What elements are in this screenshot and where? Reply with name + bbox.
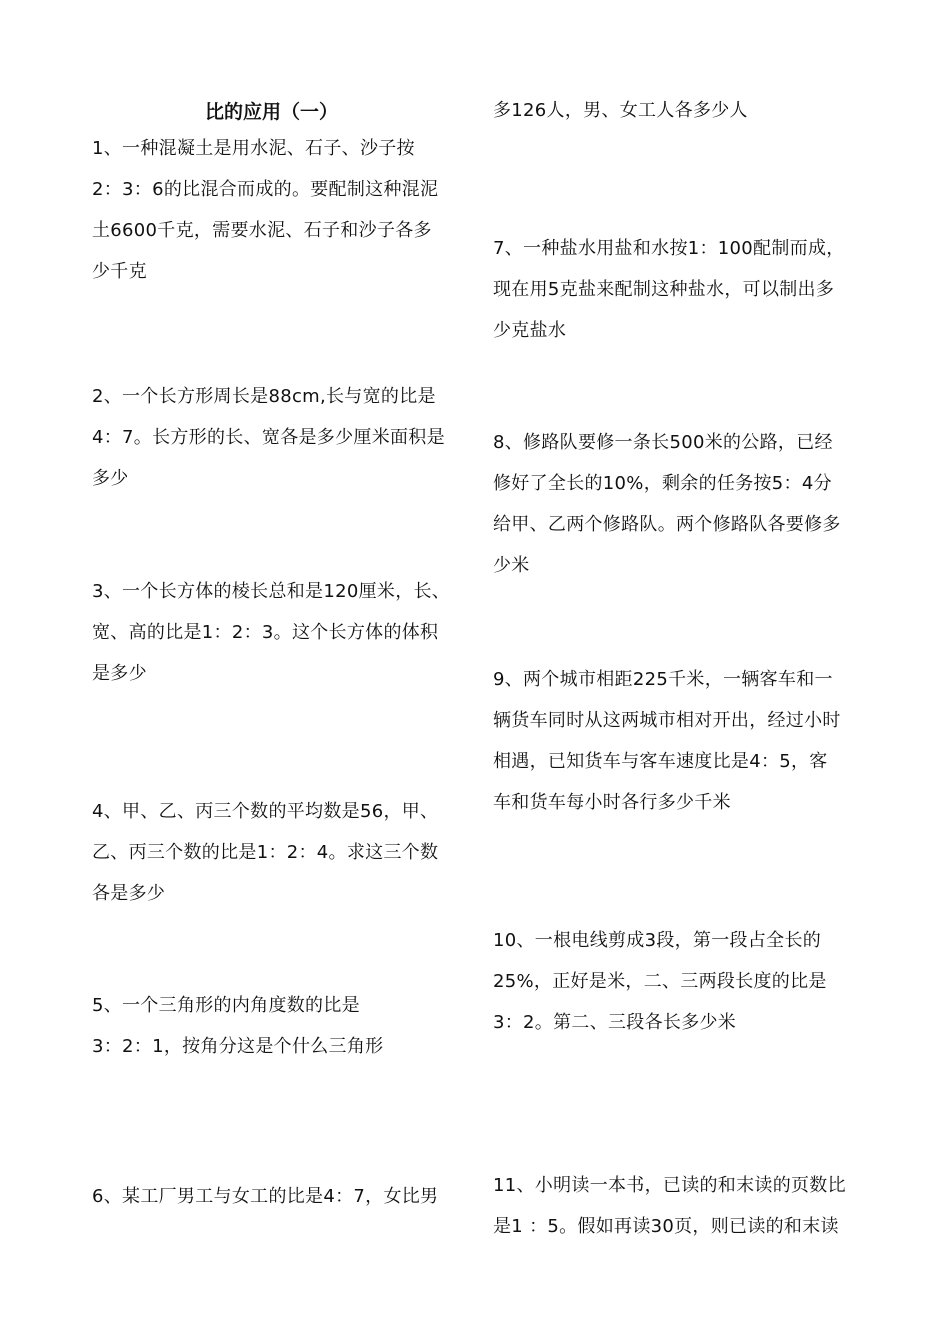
text-line: 少千克 [92, 261, 147, 282]
text-line: 4：7。长方形的长、宽各是多少厘米面积是 [92, 427, 445, 448]
text-line: 4、甲、乙、丙三个数的平均数是56，甲、 [92, 801, 439, 822]
text-line: 辆货车同时从这两城市相对开出，经过小时 [493, 710, 841, 731]
text-line: 9、两个城市相距225千米，一辆客车和一 [493, 669, 833, 690]
text-line: 1、一种混凝土是用水泥、石子、沙子按 [92, 138, 415, 159]
page-title: 比的应用（一） [205, 101, 339, 123]
text-line: 11、小明读一本书，已读的和末读的页数比 [493, 1175, 846, 1196]
text-line: 2：3：6的比混合而成的。要配制这种混泥 [92, 179, 439, 200]
text-line: 土6600千克，需要水泥、石子和沙子各多 [92, 220, 432, 241]
text-line: 3：2。第二、三段各长多少米 [493, 1012, 737, 1033]
text-line: 8、修路队要修一条长500米的公路，已经 [493, 432, 833, 453]
text-line: 多126人，男、女工人各多少人 [493, 100, 748, 121]
text-line: 相遇，已知货车与客车速度比是4：5，客 [493, 751, 828, 772]
text-line: 10、一根电线剪成3段，第一段占全长的 [493, 930, 822, 951]
text-line: 6、某工厂男工与女工的比是4：7，女比男 [92, 1186, 439, 1207]
text-line: 5、一个三角形的内角度数的比是 [92, 995, 360, 1016]
text-line: 车和货车每小时各行多少千米 [493, 792, 731, 813]
text-line: 是1 ：5。假如再读30页，则已读的和末读 [493, 1216, 839, 1237]
text-line: 多少 [92, 468, 129, 489]
text-line: 少克盐水 [493, 320, 567, 341]
text-line: 宽、高的比是1：2：3。这个长方体的体积 [92, 622, 439, 643]
text-line: 3、一个长方体的棱长总和是120厘米，长、 [92, 581, 451, 602]
text-line: 现在用5克盐来配制这种盐水，可以制出多 [493, 279, 835, 300]
text-line: 修好了全长的10%，剩余的任务按5：4分 [493, 473, 832, 494]
text-line: 是多少 [92, 663, 147, 684]
text-line: 7、一种盐水用盐和水按1：100配制而成， [493, 238, 845, 259]
text-line: 3：2：1，按角分这是个什么三角形 [92, 1036, 384, 1057]
text-line: 2、一个长方形周长是88cm,长与宽的比是 [92, 386, 436, 407]
text-line: 乙、丙三个数的比是1：2：4。求这三个数 [92, 842, 439, 863]
text-line: 各是多少 [92, 883, 166, 904]
text-line: 少米 [493, 555, 530, 576]
text-line: 给甲、乙两个修路队。两个修路队各要修多 [493, 514, 841, 535]
text-line: 25%，正好是米，二、三两段长度的比是 [493, 971, 827, 992]
